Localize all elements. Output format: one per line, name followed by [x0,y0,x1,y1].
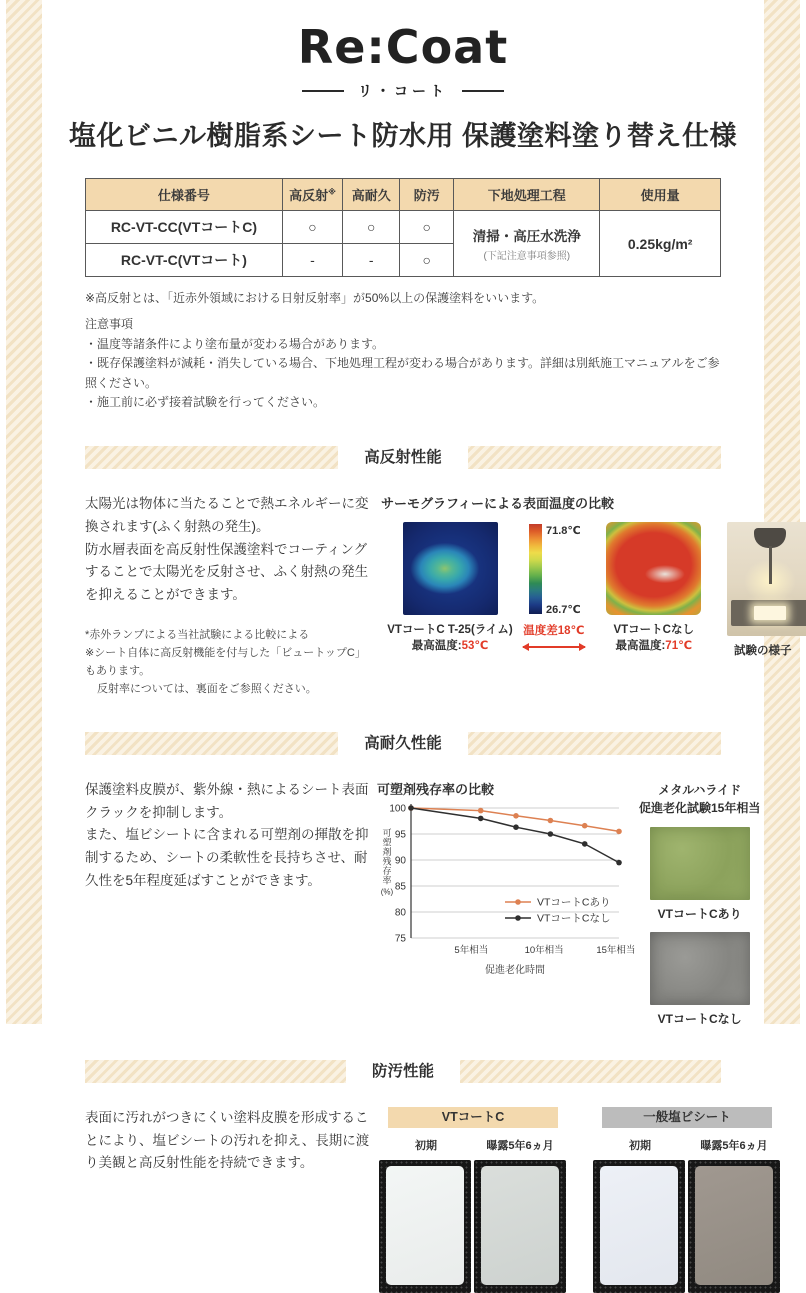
sheet-sample [481,1166,559,1285]
spec-name-cell: RC-VT-CC(VTコートC) [86,211,283,244]
label-exposed: 曝露5年6ヵ月 [486,1139,554,1152]
panel-plain-title: 一般塩ビシート [602,1107,772,1128]
document-header [48,0,758,153]
col-usage: 使用量 [600,179,721,211]
surface-prep-cell [454,211,600,277]
thermography-title: サーモグラフィーによる表面温度の比較 [381,495,614,511]
thermal-uncoated-column [595,522,713,655]
brand-ruby-row [48,81,758,101]
thermal-image-uncoated [606,522,701,615]
svg-text:5年相当: 5年相当 [454,944,489,956]
svg-text:可塑剤残存率(%): 可塑剤残存率(%) [380,827,394,897]
svg-text:90: 90 [394,855,406,867]
durability-paragraph: また、塩ビシートに含まれる可塑剤の揮散を抑制するため、シートの柔軟性を長持ちさせ、耐久性を5年程度延ばすことができます。 [85,827,369,889]
spec-durability-cell: - [343,244,400,277]
caution-title: 注意事項 [85,317,134,332]
surface-prep-main: 清掃・高圧水洗浄 [472,229,581,244]
antifouling-section [85,1107,768,1293]
test-photo-column [713,522,806,660]
col-durability: 高耐久 [343,179,400,211]
chart-title: 可塑剤残存率の比較 [377,781,495,797]
svg-text:80: 80 [394,907,406,919]
sheet-sample [386,1166,464,1285]
section-title-reflect: 高反射性能 [338,446,468,469]
col-high-reflect: 高反射※ [282,179,342,211]
panel-plain-labels [593,1137,781,1153]
usage-cell: 0.25kg/m² [600,211,721,277]
spec-table-header-row [86,179,721,211]
test-photo-caption: 試験の様子 [733,644,792,657]
ruby-line-left [302,90,344,92]
section-title-antifouling: 防汚性能 [346,1060,460,1083]
panel-coated-photos [379,1160,567,1293]
antifouling-body-text [85,1107,373,1293]
col-antifouling: 防汚 [400,179,454,211]
label-initial: 初期 [629,1139,651,1152]
reflect-body-text [85,493,373,699]
section-band-reflect [85,446,721,469]
svg-text:VTコートCあり: VTコートCあり [537,896,611,909]
durability-section [85,779,761,1027]
aging-sample-coated-label: VTコートCあり [657,906,742,921]
plasticizer-line-chart [377,800,636,978]
color-scale-column [519,522,589,649]
ruby-line-right [462,90,504,92]
svg-text:促進老化時間: 促進老化時間 [485,964,545,976]
svg-text:95: 95 [394,829,406,841]
reflect-paragraph: 防水層表面を高反射性保護塗料でコーティングすることで太陽光を反射させ、ふく射熱の発生を抑えることができます。 [85,541,369,603]
color-scale-bar-icon [529,524,542,614]
sample-photo-plain-exposed [688,1160,780,1293]
reflect-section [85,493,792,699]
sample-photo-coated-exposed [474,1160,566,1293]
label-initial: 初期 [415,1139,437,1152]
thermal-image-coated [403,522,498,615]
reflect-footnotes [85,627,373,698]
caution-item: ・施工前に必ず接着試験を行ってください。 [85,395,326,410]
scale-min-label: 26.7℃ [546,603,581,616]
aging-sample-uncoated-label: VTコートCなし [657,1011,742,1026]
notes-block [85,289,721,413]
col-spec-number: 仕様番号 [86,179,283,211]
footnote: 反射率については、裏面をご参照ください。 [97,682,317,695]
aging-sample-coated-image [650,827,750,900]
note-mark: ※ [328,187,336,197]
panel-coated-title: VTコートC [388,1107,558,1128]
spec-table [85,178,721,277]
lamp-stem [769,546,772,584]
svg-text:75: 75 [394,933,406,945]
thermal-coated-caption: VTコートC T-25(ライム) 最高温度:53℃ [387,623,513,653]
sample-photo-coated-initial [379,1160,471,1293]
max-temp-uncoated: 71℃ [665,640,693,653]
caution-item: ・既存保護塗料が減耗・消失している場合、下地処理工程が変わる場合があります。詳細は別紙施工マニュアルをご参照ください。 [85,356,720,390]
aging-test-title: メタルハライド 促進老化試験15年相当 [639,782,761,815]
sheet-sample [600,1166,678,1285]
durability-body-text [85,779,373,1027]
footnote: *赤外ランプによる当社試験による比較による [85,629,310,642]
thermal-coated-column [381,522,519,655]
spec-reflect-cell: - [282,244,342,277]
surface-prep-note: (下記注意事項参照) [483,251,571,262]
spec-durability-cell: ○ [343,211,400,244]
exposure-panel-plain [593,1107,781,1293]
sample-photo-plain-initial [593,1160,685,1293]
exposure-panels [373,1107,781,1293]
temp-diff-label: 温度差18℃ [523,624,585,637]
temperature-diff-arrow-icon [523,646,585,648]
svg-text:10年相当: 10年相当 [524,944,564,956]
label-exposed: 曝露5年6ヵ月 [700,1139,768,1152]
antifouling-paragraph: 表面に汚れがつきにくい塗料皮膜を形成することにより、塩ビシートの汚れを抑え、長期に渡り美観と高反射性能を持続できます。 [85,1109,370,1171]
brand-logo: Re:Coat [297,20,509,74]
col-surface-prep: 下地処理工程 [454,179,600,211]
section-title-durability: 高耐久性能 [338,732,468,755]
svg-text:85: 85 [394,881,406,893]
svg-text:VTコートCなし: VTコートCなし [537,912,611,925]
panel-plain-photos [593,1160,781,1293]
aging-test-block [639,779,760,1027]
brand-ruby: リ・コート [358,83,448,99]
footnote: ※シート自体に高反射機能を付与した「ビュートップC」もあります。 [85,647,366,677]
page-border-stripe-left [6,0,42,1024]
section-band-antifouling [85,1060,721,1083]
durability-paragraph: 保護塗料皮膜が、紫外線・熱によるシート表面クラックを抑制します。 [85,781,369,820]
svg-text:15年相当: 15年相当 [596,944,636,956]
lamp-icon [754,528,786,548]
max-temp-coated: 53℃ [461,640,489,653]
reflect-paragraph: 太陽光は物体に当たることで熱エネルギーに変換されます(ふく射熱の発生)。 [85,495,369,534]
panel-coated-labels [379,1137,567,1153]
caution-item: ・温度等諸条件により塗布量が変わる場合があります。 [85,336,385,351]
section-band-durability [85,732,721,755]
test-setup-photo [727,522,806,636]
test-sample [754,606,786,620]
thermography-row [381,522,806,660]
sheet-sample [695,1166,773,1285]
exposure-panel-coated [379,1107,567,1293]
svg-text:100: 100 [389,803,406,815]
spec-name-cell: RC-VT-C(VTコート) [86,244,283,277]
spec-antifouling-cell: ○ [400,244,454,277]
thermography-block [373,493,806,699]
page-content [48,0,792,1293]
color-scale-labels [546,524,581,616]
spec-antifouling-cell: ○ [400,211,454,244]
thermal-uncoated-caption: VTコートCなし 最高温度:71℃ [613,623,694,653]
aging-sample-uncoated-image [650,932,750,1005]
spec-reflect-cell: ○ [282,211,342,244]
page-title: 塩化ビニル樹脂系シート防水用 保護塗料塗り替え仕様 [68,121,737,151]
table-row [86,211,721,244]
reflect-definition-note: ※高反射とは、「近赤外領域における日射反射率」が50%以上の保護塗料をいいます。 [85,291,545,305]
thermal-color-scale [529,524,581,616]
scale-max-label: 71.8℃ [546,524,581,537]
plasticizer-chart-block [373,779,639,1027]
